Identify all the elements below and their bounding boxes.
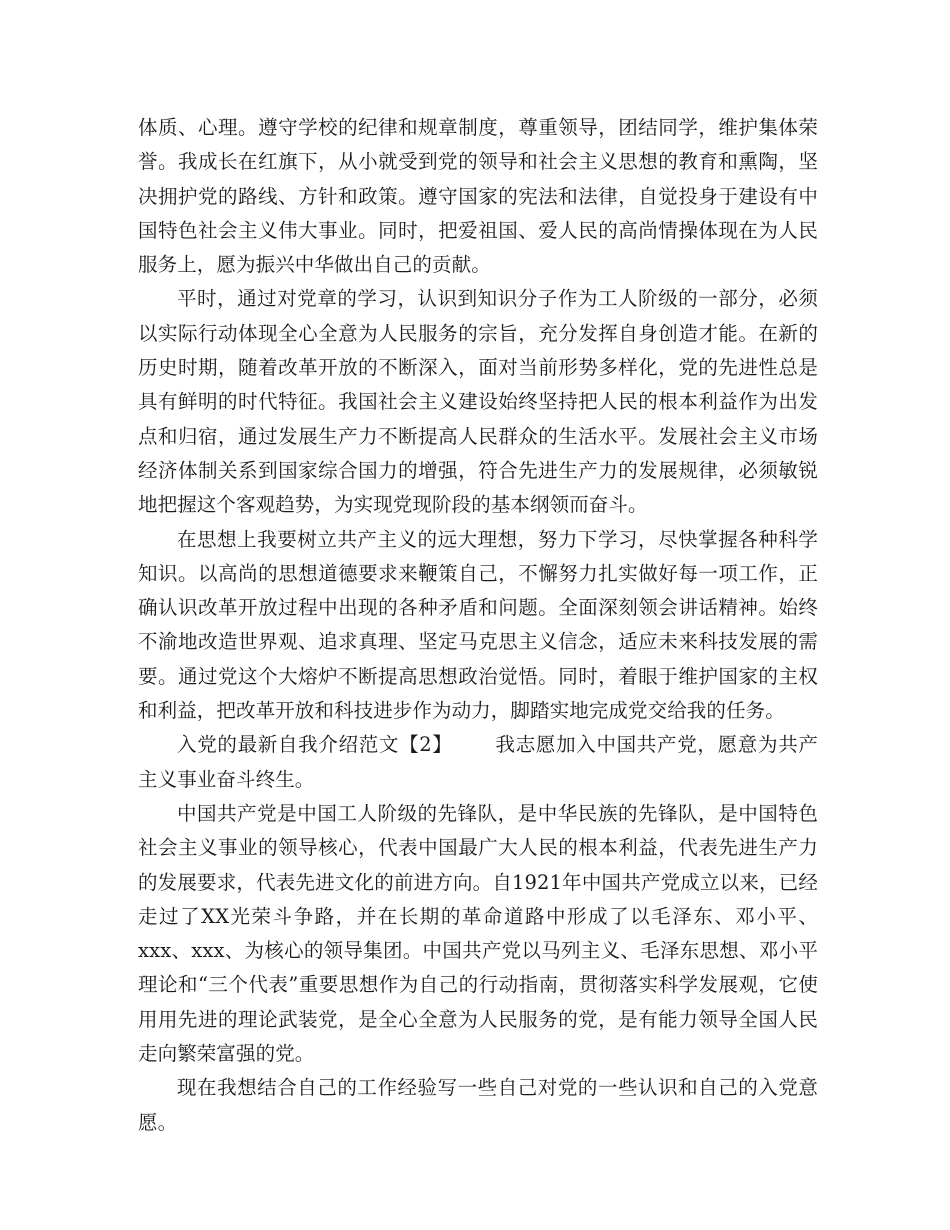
- paragraph-4-text: 我志愿加入中国共产党，愿意为共产主义事业奋斗终生。: [138, 733, 818, 791]
- document-body: [138, 111, 818, 1140]
- paragraph-5: 中国共产党是中国工人阶级的先锋队，是中华民族的先锋队，是中国特色社会主义事业的领导核心，代表中国最广大人民的根本利益，代表先进生产力的发展要求，代表先进文化的前进方向。自1921年中国共产党成立以来，已经走过了XX光荣斗争路，并在长期的革命道路中形成了以毛泽东、邓小平、xxx、xxx、为核心的领导集团。中国共产党以马列主义、毛泽东思想、邓小平理论和“三个代表”重要思想作为自己的行动指南，贯彻落实科学发展观，它使用用先进的理论武装党，是全心全意为人民服务的党，是有能力领导全国人民走向繁荣富强的党。: [138, 801, 818, 1066]
- paragraph-4: [138, 728, 818, 797]
- paragraph-1: 体质、心理。遵守学校的纪律和规章制度，尊重领导，团结同学，维护集体荣誉。我成长在红旗下，从小就受到党的领导和社会主义思想的教育和熏陶，坚决拥护党的路线、方针和政策。遵守国家的宪法和法律，自觉投身于建设有中国特色社会主义伟大事业。同时，把爱祖国、爱人民的高尚情操体现在为人民服务上，愿为振兴中华做出自己的贡献。: [138, 116, 818, 277]
- paragraph-2: 平时，通过对党章的学习，认识到知识分子作为工人阶级的一部分，必须以实际行动体现全心全意为人民服务的宗旨，充分发挥自身创造才能。在新的历史时期，随着改革开放的不断深入，面对当前形势多样化，党的先进性总是具有鲜明的时代特征。我国社会主义建设始终坚持把人民的根本利益作为出发点和归宿，通过发展生产力不断提高人民群众的生活水平。发展社会主义市场经济体制关系到国家综合国力的增强，符合先进生产力的发展规律，必须敏锐地把握这个客观趋势，为实现党现阶段的基本纲领而奋斗。: [138, 287, 818, 517]
- paragraph-6: 现在我想结合自己的工作经验写一些自己对党的一些认识和自己的入党意愿。: [138, 1076, 818, 1134]
- paragraph-3: 在思想上我要树立共产主义的远大理想，努力下学习，尽快掌握各种科学知识。以高尚的思想道德要求来鞭策自己，不懈努力扎实做好每一项工作，正确认识改革开放过程中出现的各种矛盾和问题。全面深刻领会讲话精神。始终不渝地改造世界观、追求真理、坚定马克思主义信念，适应未来科技发展的需要。通过党这个大熔炉不断提高思想政治觉悟。同时，着眼于维护国家的主权和利益，把改革开放和科技进步作为动力，脚踏实地完成党交给我的任务。: [138, 527, 818, 723]
- section-heading: 入党的最新自我介绍范文【2】: [177, 733, 453, 757]
